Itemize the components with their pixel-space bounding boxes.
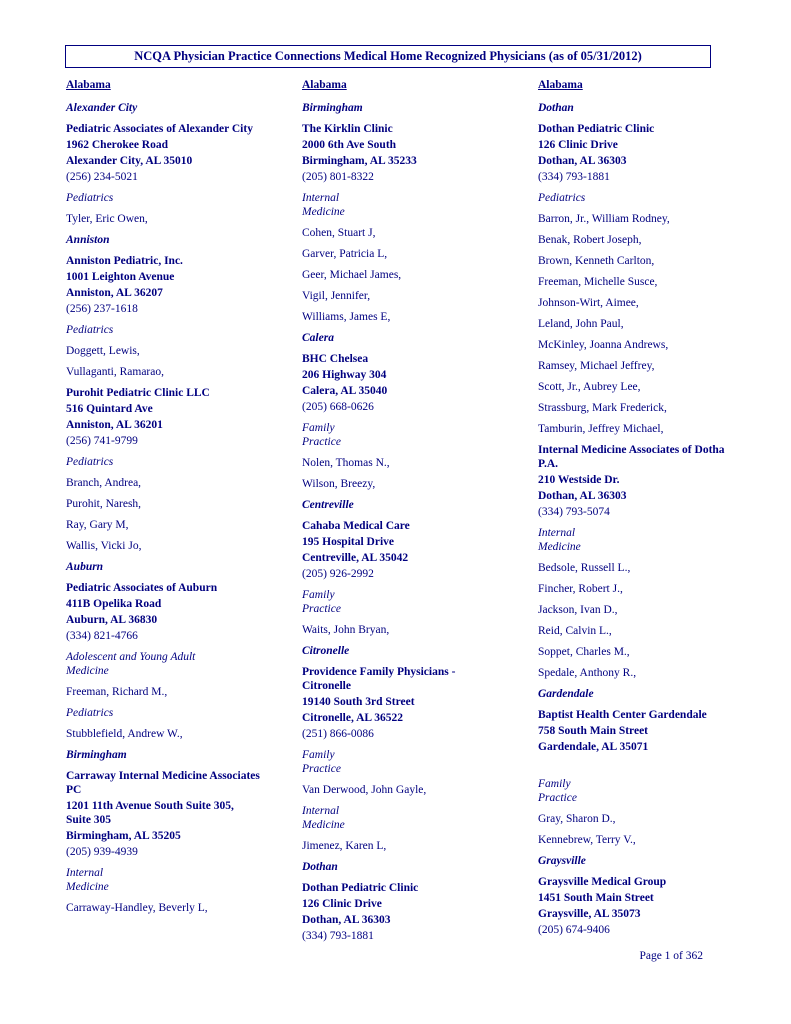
practice-phone: (205) 668-0626 xyxy=(302,401,374,413)
physician-name: Barron, Jr., William Rodney, xyxy=(538,213,670,225)
practice-address-line: 1451 South Main Street xyxy=(538,892,654,904)
practice-phone xyxy=(538,756,763,770)
specialty-label: Adolescent and Young Adult Medicine xyxy=(66,651,196,677)
physician-name: Vullaganti, Ramarao, xyxy=(66,366,164,378)
practice-address-line: 19140 South 3rd Street xyxy=(302,696,415,708)
practice-name: Dothan Pediatric Clinic xyxy=(302,882,419,894)
physician-name: Jackson, Ivan D., xyxy=(538,604,618,616)
specialty-label: Pediatrics xyxy=(66,707,114,719)
physician-name: Wallis, Vicki Jo, xyxy=(66,540,142,552)
physician-name: Benak, Robert Joseph, xyxy=(538,234,642,246)
specialty-label: Pediatrics xyxy=(66,456,114,468)
physician-name: Scott, Jr., Aubrey Lee, xyxy=(538,381,641,393)
physician-name: Van Derwood, John Gayle, xyxy=(302,784,427,796)
listing-column-1 xyxy=(66,76,291,922)
specialty-label: Family Practice xyxy=(302,749,341,775)
practice-name: Providence Family Physicians - Citronelle xyxy=(302,666,456,692)
specialty-label: Family Practice xyxy=(538,778,577,804)
practice-address-line: 126 Clinic Drive xyxy=(538,139,618,151)
physician-name: Nolen, Thomas N., xyxy=(302,457,390,469)
practice-name: Cahaba Medical Care xyxy=(302,520,410,532)
physician-name: Carraway-Handley, Beverly L, xyxy=(66,902,208,914)
practice-address-line: 1001 Leighton Avenue xyxy=(66,271,175,283)
listing-column-2 xyxy=(302,76,527,950)
physician-name: Ray, Gary M, xyxy=(66,519,129,531)
practice-address-line: Anniston, AL 36201 xyxy=(66,419,163,431)
practice-block xyxy=(538,708,763,770)
practice-block xyxy=(302,665,527,741)
practice-name: Anniston Pediatric, Inc. xyxy=(66,255,183,267)
practice-block xyxy=(66,254,291,316)
practice-phone: (334) 793-5074 xyxy=(538,506,610,518)
city-heading: Graysville xyxy=(538,855,586,867)
practice-block xyxy=(538,122,763,184)
practice-address-line: Calera, AL 35040 xyxy=(302,385,388,397)
practice-address-line: 758 South Main Street xyxy=(538,725,648,737)
state-heading: Alabama xyxy=(538,79,583,91)
physician-name: Tamburin, Jeffrey Michael, xyxy=(538,423,664,435)
physician-name: Soppet, Charles M., xyxy=(538,646,630,658)
city-heading: Dothan xyxy=(302,861,338,873)
practice-phone: (256) 234-5021 xyxy=(66,171,138,183)
practice-address-line: Anniston, AL 36207 xyxy=(66,287,163,299)
practice-phone: (334) 821-4766 xyxy=(66,630,138,642)
physician-name: Fincher, Robert J., xyxy=(538,583,623,595)
practice-address-line: Auburn, AL 36830 xyxy=(66,614,158,626)
physician-name: Spedale, Anthony R., xyxy=(538,667,637,679)
practice-block xyxy=(302,122,527,184)
practice-address-line: 1201 11th Avenue South Suite 305, Suite 305 xyxy=(66,800,234,826)
physician-name: Bedsole, Russell L., xyxy=(538,562,631,574)
practice-address-line: 126 Clinic Drive xyxy=(302,898,382,910)
physician-name: Strassburg, Mark Frederick, xyxy=(538,402,667,414)
physician-name: Brown, Kenneth Carlton, xyxy=(538,255,655,267)
specialty-label: Internal Medicine xyxy=(538,527,581,553)
practice-phone: (256) 237-1618 xyxy=(66,303,138,315)
city-heading: Calera xyxy=(302,332,334,344)
physician-name: Johnson-Wirt, Aimee, xyxy=(538,297,639,309)
physician-name: Branch, Andrea, xyxy=(66,477,142,489)
practice-name: Pediatric Associates of Auburn xyxy=(66,582,218,594)
practice-name: Graysville Medical Group xyxy=(538,876,667,888)
city-heading: Dothan xyxy=(538,102,574,114)
practice-name: Dothan Pediatric Clinic xyxy=(538,123,655,135)
city-heading: Auburn xyxy=(66,561,104,573)
physician-name: Tyler, Eric Owen, xyxy=(66,213,148,225)
practice-name: The Kirklin Clinic xyxy=(302,123,393,135)
practice-address-line: Gardendale, AL 35071 xyxy=(538,741,649,753)
physician-name: Vigil, Jennifer, xyxy=(302,290,371,302)
practice-block xyxy=(538,875,763,937)
practice-block xyxy=(538,443,763,519)
practice-name: Pediatric Associates of Alexander City xyxy=(66,123,253,135)
practice-name: Purohit Pediatric Clinic LLC xyxy=(66,387,210,399)
physician-name: Wilson, Breezy, xyxy=(302,478,376,490)
listing-column-3 xyxy=(538,76,763,944)
practice-phone: (205) 674-9406 xyxy=(538,924,610,936)
city-heading: Citronelle xyxy=(302,645,350,657)
document-title: NCQA Physician Practice Connections Medical Home Recognized Physicians (as of 05/31/2012) xyxy=(65,45,711,68)
practice-block xyxy=(66,769,291,859)
state-heading: Alabama xyxy=(302,79,347,91)
specialty-label: Internal Medicine xyxy=(66,867,109,893)
state-heading: Alabama xyxy=(66,79,111,91)
practice-address-line: 516 Quintard Ave xyxy=(66,403,153,415)
practice-address-line: Dothan, AL 36303 xyxy=(538,490,627,502)
practice-address-line: 210 Westside Dr. xyxy=(538,474,620,486)
physician-name: Doggett, Lewis, xyxy=(66,345,140,357)
practice-phone: (251) 866-0086 xyxy=(302,728,374,740)
physician-name: Reid, Calvin L., xyxy=(538,625,612,637)
physician-name: Williams, James E, xyxy=(302,311,391,323)
practice-name: Baptist Health Center Gardendale xyxy=(538,709,707,721)
practice-address-line: Dothan, AL 36303 xyxy=(538,155,627,167)
city-heading: Gardendale xyxy=(538,688,594,700)
practice-block xyxy=(66,386,291,448)
practice-address-line: 411B Opelika Road xyxy=(66,598,162,610)
practice-phone: (334) 793-1881 xyxy=(302,930,374,942)
practice-address-line: 206 Highway 304 xyxy=(302,369,387,381)
physician-name: Leland, John Paul, xyxy=(538,318,624,330)
physician-name: McKinley, Joanna Andrews, xyxy=(538,339,669,351)
physician-name: Ramsey, Michael Jeffrey, xyxy=(538,360,655,372)
city-heading: Centreville xyxy=(302,499,354,511)
practice-address-line: Centreville, AL 35042 xyxy=(302,552,409,564)
practice-name: BHC Chelsea xyxy=(302,353,369,365)
physician-name: Kennebrew, Terry V., xyxy=(538,834,636,846)
city-heading: Birmingham xyxy=(302,102,363,114)
practice-address-line: Alexander City, AL 35010 xyxy=(66,155,193,167)
specialty-label: Family Practice xyxy=(302,589,341,615)
practice-address-line: 1962 Cherokee Road xyxy=(66,139,169,151)
practice-phone: (256) 741-9799 xyxy=(66,435,138,447)
physician-name: Gray, Sharon D., xyxy=(538,813,616,825)
physician-name: Freeman, Richard M., xyxy=(66,686,168,698)
practice-name: Carraway Internal Medicine Associates PC xyxy=(66,770,260,796)
city-heading: Anniston xyxy=(66,234,110,246)
practice-phone: (205) 926-2992 xyxy=(302,568,374,580)
physician-name: Geer, Michael James, xyxy=(302,269,402,281)
specialty-label: Pediatrics xyxy=(66,192,114,204)
specialty-label: Pediatrics xyxy=(66,324,114,336)
practice-name: Internal Medicine Associates of Dotha P.A. xyxy=(538,444,725,470)
practice-phone: (205) 939-4939 xyxy=(66,846,138,858)
practice-address-line: Birmingham, AL 35205 xyxy=(66,830,181,842)
specialty-label: Family Practice xyxy=(302,422,341,448)
practice-address-line: Dothan, AL 36303 xyxy=(302,914,391,926)
practice-phone: (334) 793-1881 xyxy=(538,171,610,183)
physician-name: Cohen, Stuart J, xyxy=(302,227,376,239)
practice-address-line: Birmingham, AL 35233 xyxy=(302,155,417,167)
page-number: Page 1 of 362 xyxy=(639,950,703,962)
physician-name: Purohit, Naresh, xyxy=(66,498,142,510)
specialty-label: Pediatrics xyxy=(538,192,586,204)
physician-name: Freeman, Michelle Susce, xyxy=(538,276,658,288)
practice-block xyxy=(302,352,527,414)
physician-name: Waits, John Bryan, xyxy=(302,624,390,636)
city-heading: Alexander City xyxy=(66,102,138,114)
practice-block xyxy=(66,581,291,643)
physician-name: Jimenez, Karen L, xyxy=(302,840,387,852)
practice-address-line: Graysville, AL 35073 xyxy=(538,908,641,920)
practice-address-line: Citronelle, AL 36522 xyxy=(302,712,404,724)
physician-name: Garver, Patricia L, xyxy=(302,248,388,260)
practice-phone: (205) 801-8322 xyxy=(302,171,374,183)
practice-address-line: 2000 6th Ave South xyxy=(302,139,397,151)
specialty-label: Internal Medicine xyxy=(302,192,345,218)
specialty-label: Internal Medicine xyxy=(302,805,345,831)
practice-block xyxy=(302,881,527,943)
practice-address-line: 195 Hospital Drive xyxy=(302,536,394,548)
practice-block xyxy=(302,519,527,581)
practice-block xyxy=(66,122,291,184)
physician-name: Stubblefield, Andrew W., xyxy=(66,728,183,740)
city-heading: Birmingham xyxy=(66,749,127,761)
